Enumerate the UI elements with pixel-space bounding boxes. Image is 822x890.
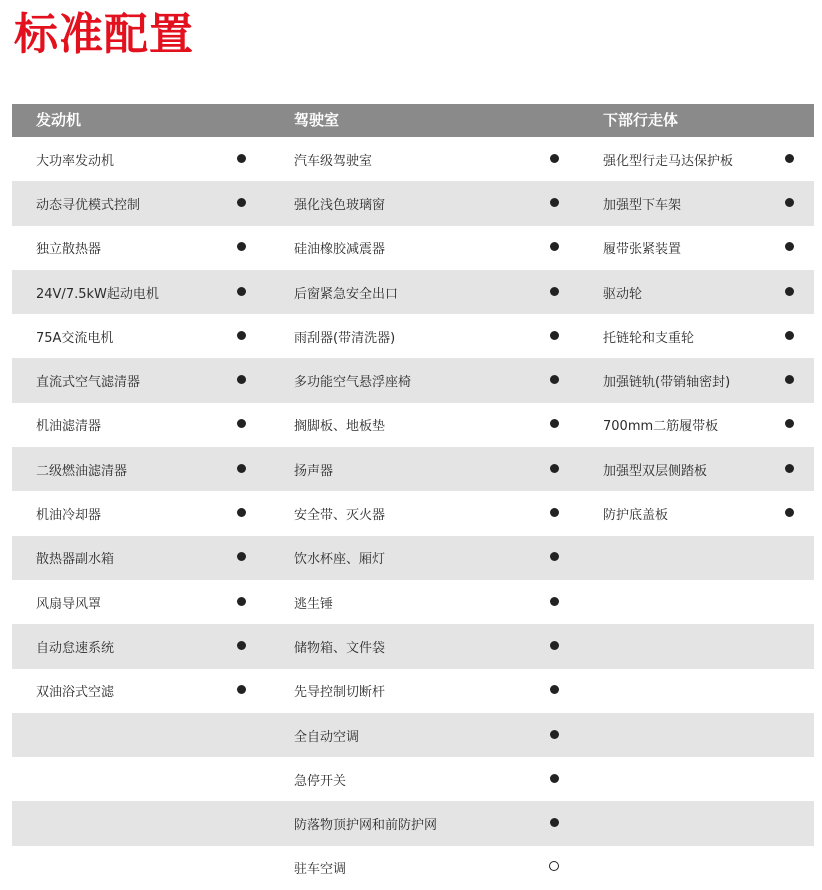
undercarriage-cell <box>583 226 814 270</box>
standard-dot-icon <box>234 197 248 210</box>
undercarriage-item-label: 强化型行走马达保护板 <box>603 153 734 169</box>
standard-dot-icon <box>234 507 248 520</box>
standard-dot-icon <box>234 153 248 166</box>
standard-dot-icon <box>782 374 796 387</box>
engine-cell <box>12 270 270 314</box>
standard-dot-icon <box>234 374 248 387</box>
engine-cell <box>12 757 270 801</box>
undercarriage-cell <box>583 580 814 624</box>
standard-dot-icon <box>547 684 561 697</box>
cab-cell <box>270 226 583 270</box>
cab-item-label: 防落物顶护网和前防护网 <box>294 818 438 834</box>
undercarriage-cell <box>583 669 814 713</box>
filled-circle-icon <box>550 464 559 473</box>
filled-circle-icon <box>237 552 246 561</box>
filled-circle-icon <box>550 818 559 827</box>
cab-item-label: 硅油橡胶减震器 <box>294 242 386 258</box>
optional-circle-icon <box>547 861 561 874</box>
cab-cell <box>270 580 583 624</box>
engine-item-label: 独立散热器 <box>36 242 102 258</box>
undercarriage-item-label: 加强型双层侧踏板 <box>603 463 708 479</box>
table-row <box>12 801 814 845</box>
engine-cell <box>12 226 270 270</box>
standard-dot-icon <box>782 463 796 476</box>
engine-cell <box>12 536 270 580</box>
cab-cell <box>270 403 583 447</box>
standard-dot-icon <box>547 596 561 609</box>
standard-dot-icon <box>234 241 248 254</box>
filled-circle-icon <box>785 154 794 163</box>
filled-circle-icon <box>550 154 559 163</box>
cab-item-label: 全自动空调 <box>294 729 360 745</box>
undercarriage-cell <box>583 757 814 801</box>
filled-circle-icon <box>237 597 246 606</box>
standard-dot-icon <box>782 241 796 254</box>
engine-item-label: 机油冷却器 <box>36 508 102 524</box>
filled-circle-icon <box>785 419 794 428</box>
cab-item-label: 急停开关 <box>294 773 347 789</box>
filled-circle-icon <box>550 552 559 561</box>
engine-item-label: 75A交流电机 <box>36 330 114 346</box>
hollow-circle-icon <box>549 861 559 871</box>
cab-item-label: 扬声器 <box>294 463 334 479</box>
standard-dot-icon <box>547 463 561 476</box>
filled-circle-icon <box>550 287 559 296</box>
standard-dot-icon <box>547 330 561 343</box>
filled-circle-icon <box>237 287 246 296</box>
standard-dot-icon <box>547 286 561 299</box>
filled-circle-icon <box>237 375 246 384</box>
header-cab: 驾驶室 <box>294 111 340 129</box>
cab-cell <box>270 757 583 801</box>
engine-cell <box>12 447 270 491</box>
filled-circle-icon <box>550 198 559 207</box>
cab-cell <box>270 137 583 181</box>
engine-cell <box>12 137 270 181</box>
engine-item-label: 机油滤清器 <box>36 419 102 435</box>
standard-dot-icon <box>547 418 561 431</box>
standard-dot-icon <box>234 640 248 653</box>
engine-item-label: 双油浴式空滤 <box>36 685 115 701</box>
undercarriage-cell <box>583 403 814 447</box>
undercarriage-cell <box>583 713 814 757</box>
standard-dot-icon <box>782 153 796 166</box>
standard-dot-icon <box>234 463 248 476</box>
undercarriage-item-label: 加强链轨(带销轴密封) <box>603 375 731 391</box>
cab-cell <box>270 270 583 314</box>
undercarriage-cell <box>583 846 814 890</box>
engine-cell <box>12 801 270 845</box>
filled-circle-icon <box>237 198 246 207</box>
standard-dot-icon <box>547 640 561 653</box>
filled-circle-icon <box>550 419 559 428</box>
table-row <box>12 447 814 491</box>
cab-cell <box>270 314 583 358</box>
engine-item-label: 大功率发动机 <box>36 153 115 169</box>
engine-cell <box>12 580 270 624</box>
standard-dot-icon <box>547 241 561 254</box>
cab-item-label: 搁脚板、地板垫 <box>294 419 386 435</box>
table-row <box>12 669 814 713</box>
standard-dot-icon <box>547 551 561 564</box>
standard-dot-icon <box>547 197 561 210</box>
table-row <box>12 713 814 757</box>
filled-circle-icon <box>550 508 559 517</box>
cab-item-label: 储物箱、文件袋 <box>294 640 386 656</box>
undercarriage-item-label: 履带张紧装置 <box>603 242 682 258</box>
cab-cell <box>270 181 583 225</box>
cab-item-label: 先导控制切断杆 <box>294 685 386 701</box>
undercarriage-item-label: 加强型下车架 <box>603 197 682 213</box>
undercarriage-item-label: 700mm二筋履带板 <box>603 419 719 435</box>
cab-cell <box>270 669 583 713</box>
engine-item-label: 24V/7.5kW起动电机 <box>36 286 159 302</box>
undercarriage-item-label: 托链轮和支重轮 <box>603 330 695 346</box>
page-title: 标准配置 <box>14 9 194 60</box>
cab-item-label: 多功能空气悬浮座椅 <box>294 375 412 391</box>
filled-circle-icon <box>785 331 794 340</box>
filled-circle-icon <box>237 641 246 650</box>
engine-item-label: 二级燃油滤清器 <box>36 463 128 479</box>
engine-cell <box>12 181 270 225</box>
cab-item-label: 雨刮器(带清洗器) <box>294 330 396 346</box>
undercarriage-cell <box>583 491 814 535</box>
engine-item-label: 直流式空气滤清器 <box>36 375 141 391</box>
filled-circle-icon <box>785 508 794 517</box>
cab-item-label: 汽车级驾驶室 <box>294 153 373 169</box>
standard-config-table <box>12 104 814 890</box>
header-engine: 发动机 <box>36 111 82 129</box>
table-header <box>12 104 814 137</box>
table-row <box>12 181 814 225</box>
cab-cell <box>270 358 583 402</box>
filled-circle-icon <box>237 508 246 517</box>
engine-item-label: 散热器副水箱 <box>36 552 115 568</box>
engine-cell <box>12 314 270 358</box>
undercarriage-cell <box>583 137 814 181</box>
cab-cell <box>270 491 583 535</box>
standard-dot-icon <box>234 330 248 343</box>
standard-dot-icon <box>547 153 561 166</box>
standard-dot-icon <box>234 684 248 697</box>
table-row <box>12 403 814 447</box>
engine-item-label: 自动怠速系统 <box>36 640 115 656</box>
undercarriage-cell <box>583 624 814 668</box>
filled-circle-icon <box>550 730 559 739</box>
cab-cell <box>270 846 583 890</box>
cab-cell <box>270 624 583 668</box>
header-undercarriage: 下部行走体 <box>603 111 679 129</box>
undercarriage-cell <box>583 358 814 402</box>
table-row <box>12 757 814 801</box>
filled-circle-icon <box>550 331 559 340</box>
table-row <box>12 270 814 314</box>
engine-cell <box>12 358 270 402</box>
cab-item-label: 饮水杯座、厢灯 <box>294 552 386 568</box>
table-row <box>12 491 814 535</box>
table-row <box>12 137 814 181</box>
table-row <box>12 580 814 624</box>
engine-cell <box>12 403 270 447</box>
undercarriage-item-label: 驱动轮 <box>603 286 643 302</box>
undercarriage-cell <box>583 181 814 225</box>
filled-circle-icon <box>785 464 794 473</box>
filled-circle-icon <box>550 685 559 694</box>
table-row <box>12 536 814 580</box>
engine-cell <box>12 669 270 713</box>
table-row <box>12 846 814 890</box>
table-row <box>12 358 814 402</box>
cab-item-label: 安全带、灭火器 <box>294 508 386 524</box>
table-body <box>12 137 814 890</box>
engine-cell <box>12 713 270 757</box>
standard-dot-icon <box>782 197 796 210</box>
filled-circle-icon <box>550 242 559 251</box>
engine-cell <box>12 624 270 668</box>
cab-cell <box>270 801 583 845</box>
cab-cell <box>270 536 583 580</box>
filled-circle-icon <box>785 287 794 296</box>
undercarriage-item-label: 防护底盖板 <box>603 508 669 524</box>
engine-item-label: 动态寻优模式控制 <box>36 197 141 213</box>
filled-circle-icon <box>785 375 794 384</box>
standard-dot-icon <box>782 286 796 299</box>
standard-dot-icon <box>234 596 248 609</box>
undercarriage-cell <box>583 270 814 314</box>
table-row <box>12 624 814 668</box>
filled-circle-icon <box>550 597 559 606</box>
standard-dot-icon <box>782 418 796 431</box>
standard-dot-icon <box>234 551 248 564</box>
standard-dot-icon <box>547 374 561 387</box>
cab-item-label: 强化浅色玻璃窗 <box>294 197 386 213</box>
filled-circle-icon <box>550 641 559 650</box>
undercarriage-cell <box>583 314 814 358</box>
engine-item-label: 风扇导风罩 <box>36 596 102 612</box>
filled-circle-icon <box>550 774 559 783</box>
standard-dot-icon <box>782 507 796 520</box>
cab-item-label: 逃生锤 <box>294 596 334 612</box>
table-row <box>12 226 814 270</box>
cab-item-label: 驻车空调 <box>294 862 347 878</box>
standard-dot-icon <box>782 330 796 343</box>
engine-cell <box>12 846 270 890</box>
cab-item-label: 后窗紧急安全出口 <box>294 286 399 302</box>
standard-dot-icon <box>234 286 248 299</box>
filled-circle-icon <box>785 242 794 251</box>
table-row <box>12 314 814 358</box>
filled-circle-icon <box>237 242 246 251</box>
filled-circle-icon <box>237 464 246 473</box>
standard-dot-icon <box>234 418 248 431</box>
filled-circle-icon <box>237 419 246 428</box>
undercarriage-cell <box>583 447 814 491</box>
standard-dot-icon <box>547 773 561 786</box>
filled-circle-icon <box>237 154 246 163</box>
filled-circle-icon <box>785 198 794 207</box>
undercarriage-cell <box>583 536 814 580</box>
engine-cell <box>12 491 270 535</box>
standard-dot-icon <box>547 729 561 742</box>
cab-cell <box>270 713 583 757</box>
cab-cell <box>270 447 583 491</box>
undercarriage-cell <box>583 801 814 845</box>
filled-circle-icon <box>237 685 246 694</box>
standard-dot-icon <box>547 507 561 520</box>
filled-circle-icon <box>550 375 559 384</box>
filled-circle-icon <box>237 331 246 340</box>
standard-dot-icon <box>547 817 561 830</box>
